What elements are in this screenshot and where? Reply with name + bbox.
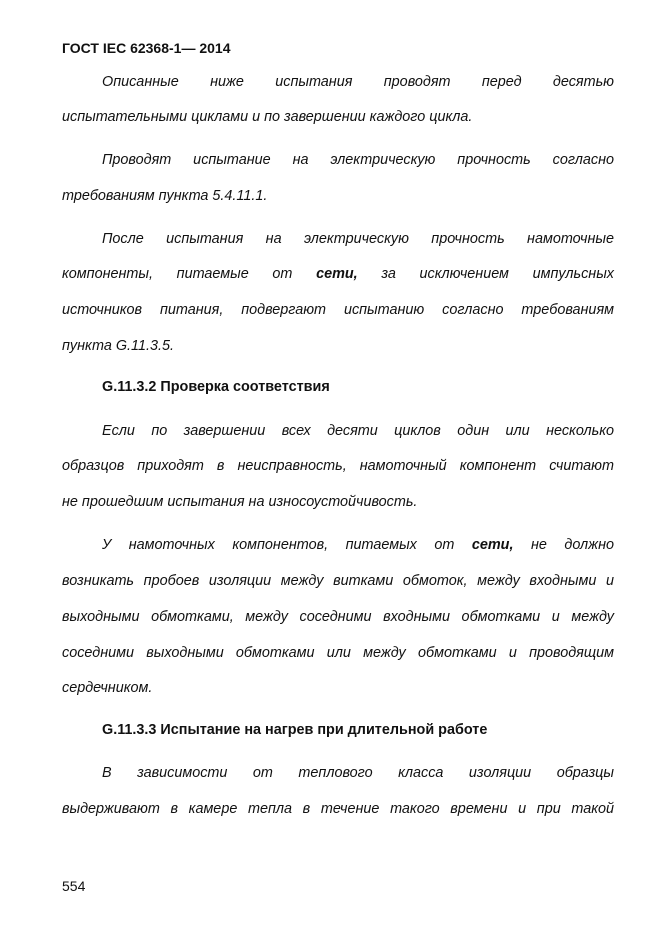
text-line: выдерживают в камере тепла в течение такого времени и при такой (62, 801, 614, 817)
text-line: Описанные ниже испытания проводят перед десятью (102, 74, 614, 90)
section-heading: G.11.3.2 Проверка соответствия (102, 379, 330, 395)
text-line (62, 336, 614, 356)
text-line: Проводят испытание на электрическую прочность согласно (102, 152, 614, 168)
text-line: требованиям пункта 5.4.11.1. (62, 188, 268, 204)
text-span: компоненты, питаемые от (62, 266, 317, 282)
text-span: У намоточных компонентов, питаемых от (102, 537, 472, 553)
text-span: не должно (513, 537, 614, 553)
section-heading: G.11.3.3 Испытание на нагрев при длительной работе (102, 722, 488, 738)
text-span: соседними выходными обмотками или между обмотками и проводящим (62, 645, 614, 661)
page-number: 554 (62, 878, 86, 894)
text-line (62, 300, 614, 320)
text-line (102, 229, 614, 249)
text-line: Если по завершении всех десяти циклов один или несколько (102, 423, 614, 439)
text-line: испытательными циклами и по завершении каждого цикла. (62, 109, 473, 125)
text-span: пункта G.11.3.5. (62, 338, 174, 354)
text-line: образцов приходят в неисправность, намоточный компонент считают (62, 458, 614, 474)
document-header: ГОСТ IEC 62368-1— 2014 (62, 40, 231, 56)
text-line (62, 571, 614, 591)
text-line (62, 607, 614, 627)
text-span: После испытания на электрическую прочность намоточные (102, 231, 614, 247)
text-line: В зависимости от теплового класса изоляции образцы (102, 765, 614, 781)
defined-term: сети, (316, 266, 358, 282)
text-span: возникать пробоев изоляции между витками обмоток, между входными и (62, 573, 614, 589)
text-span: сердечником. (62, 680, 153, 696)
text-span: источников питания, подвергают испытанию согласно требованиям (62, 302, 614, 318)
text-line (62, 264, 614, 284)
text-line (62, 678, 614, 698)
text-line: не прошедшим испытания на износоустойчивость. (62, 494, 418, 510)
text-span: за исключением импульсных (357, 266, 614, 282)
defined-term: сети, (471, 537, 514, 553)
text-span: выходными обмотками, между соседними входными обмотками и между (62, 609, 614, 625)
text-line (102, 535, 614, 555)
text-line (62, 643, 614, 663)
